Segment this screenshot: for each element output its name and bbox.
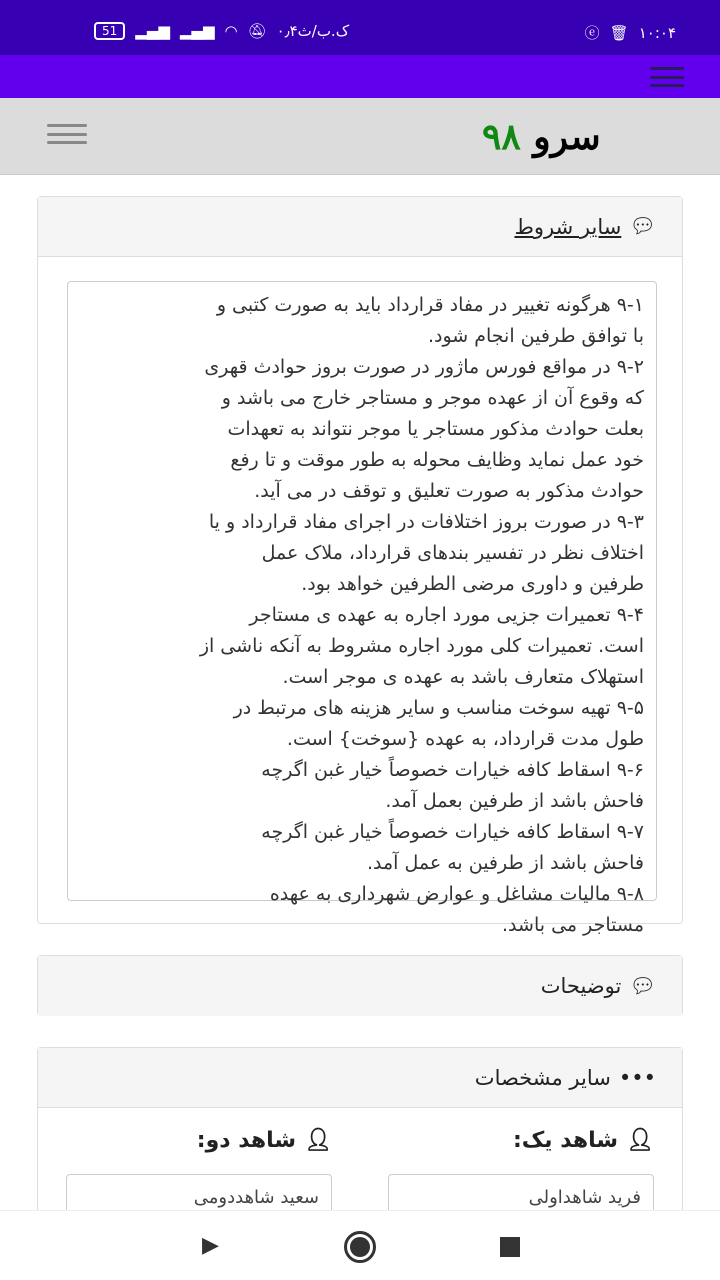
home-icon[interactable] <box>344 1231 376 1263</box>
status-bar <box>0 0 720 55</box>
network-speed: ۰٫۴ک.ب/ث <box>276 22 350 40</box>
terms-line: ۹-۳ در صورت بروز اختلافات در اجرای مفاد قرارداد و یا <box>208 511 644 533</box>
terms-line: ۹-۲ در مواقع فورس ماژور در صورت بروز حوادث قهری <box>204 356 644 378</box>
terms-line: اختلاف نظر در تفسیر بندهای قرارداد، ملاک عمل <box>261 542 644 564</box>
terms-line: طرفین و داوری مرضی الطرفین خواهد بود. <box>301 573 644 595</box>
brand-logo[interactable]: سرو ۹۸ <box>482 116 601 158</box>
terms-line: ۹-۵ تهیه سوخت مناسب و سایر هزینه های مرتبط در <box>233 697 644 719</box>
terms-line: حوادث مذکور به صورت تعلیق و توقف در می آید. <box>254 480 644 502</box>
witness-one-input[interactable]: فرید شاهداولی <box>388 1174 654 1224</box>
menu-icon[interactable] <box>650 67 684 87</box>
comment-icon: 💬︎ <box>629 973 656 998</box>
card-header <box>38 1048 682 1108</box>
witness-one-label: 👤︎ شاهد یک: <box>512 1128 654 1153</box>
signal-icon: ▂▄▆ <box>135 22 170 40</box>
terms-line: ۹-۸ مالیات مشاغل و عوارض شهرداری به عهده <box>269 883 644 905</box>
other-terms-card <box>37 196 683 936</box>
terms-line: که وقوع آن از عهده موجر و مستاجر خارج می باشد و <box>221 387 644 409</box>
terms-line: فاحش باشد از طرفین به عمل آمد. <box>366 852 644 874</box>
terms-line: ۹-۴ تعمیرات جزیی مورد اجاره به عهده ی مستاجر <box>249 604 644 626</box>
wifi-icon: ◠ <box>224 22 238 40</box>
back-icon[interactable]: ▶ <box>202 1233 219 1258</box>
clock: ۱۰:۰۴ <box>638 23 676 42</box>
user-icon: 👤︎ <box>304 1128 332 1153</box>
trash-icon: 🗑︎ <box>609 23 629 42</box>
card-title: سایر مشخصات <box>474 1065 611 1090</box>
card-title: سایر شروط <box>514 214 622 239</box>
description-card[interactable] <box>37 955 683 1016</box>
terms-line: با توافق طرفین انجام شود. <box>427 325 644 347</box>
card-header <box>38 197 682 257</box>
terms-line: ۹-۷ اسقاط کافه خیارات خصوصاً خیار غبن اگرچه <box>261 821 644 843</box>
terms-line: استهلاک متعارف باشد به عهده ی موجر است. <box>282 666 644 688</box>
ellipsis-icon: ••• <box>618 1065 656 1090</box>
battery-indicator: 51 <box>94 22 125 40</box>
card-title: توضیحات <box>540 974 622 998</box>
terms-line: فاحش باشد از طرفین بعمل آمد. <box>385 790 644 812</box>
terms-line: مستاجر می باشد. <box>502 914 644 936</box>
terms-line: طول مدت قرارداد، به عهده {سوخت} است. <box>286 728 644 750</box>
terms-textarea[interactable] <box>67 281 657 936</box>
bell-muted-icon: 🔕︎ <box>247 22 267 40</box>
terms-line: ۹-۶ اسقاط کافه خیارات خصوصاً خیار غبن اگرچه <box>261 759 644 781</box>
terms-line: ۹-۱ هرگونه تغییر در مفاد قرارداد باید به صورت کتبی و <box>216 294 644 316</box>
terms-line: بعلت حوادث مذکور مستاجر یا موجر نتواند به تعهدات <box>227 418 644 440</box>
app-notification-icon: ⓔ <box>584 24 600 42</box>
recents-icon[interactable] <box>500 1237 520 1257</box>
card-header <box>38 956 682 1016</box>
witness-two-label: 👤︎ شاهد دو: <box>196 1128 332 1153</box>
site-header <box>0 98 720 175</box>
user-icon: 👤︎ <box>626 1128 654 1153</box>
terms-line: خود عمل نماید وظایف محوله به طور موقت و تا رفع <box>230 449 644 471</box>
app-bar <box>0 55 720 98</box>
witness-two-input[interactable]: سعید شاهددومی <box>66 1174 332 1224</box>
system-nav-bar <box>0 1210 720 1280</box>
signal-icon: ▂▄▆ <box>179 22 215 40</box>
terms-line: است. تعمیرات کلی مورد اجاره مشروط به آنکه ناشی از <box>199 635 644 657</box>
comment-icon: 💬︎ <box>629 214 656 238</box>
navbar-toggle-icon[interactable] <box>47 124 87 144</box>
